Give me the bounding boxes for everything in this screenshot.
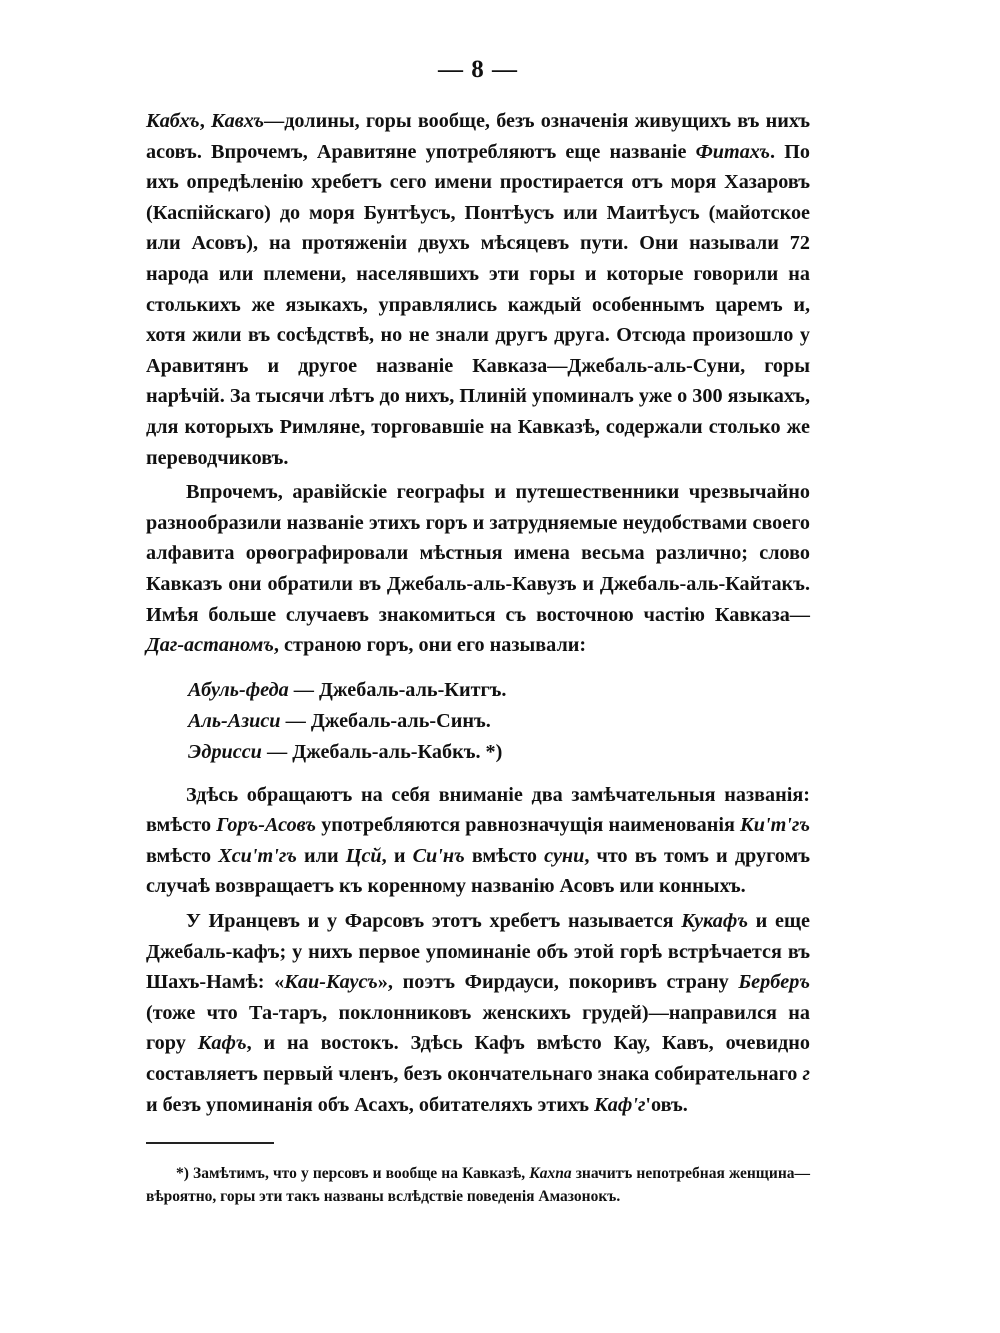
list-item — [188, 706, 810, 737]
footnote — [146, 1162, 810, 1208]
body-text-top — [146, 106, 810, 661]
italic-term: Цсй — [345, 844, 382, 867]
italic-term: Ки'т'гъ — [740, 814, 810, 837]
text-run: », поэтъ Фирдауси, покоривъ страну — [377, 971, 739, 994]
italic-term: суни — [544, 844, 585, 867]
text-run: У Иранцевъ и у Фарсовъ этотъ хребетъ называется — [186, 910, 682, 933]
text-run: Впрочемъ, аравійскіе географы и путешественники чрезвычайно разнообразили названіе этихъ горъ и затрудняемые неудобствами своего алфавита орѳографировали мѣстныя имена весьма различно; слово Кавказъ они обратили въ Джебаль-аль-Кавузъ и Джебаль-аль-Кайтакъ. Имѣя больше случаевъ знакомиться съ восточною частію Кавказа— — [146, 481, 810, 626]
document-page — [146, 56, 810, 1224]
mountain-name: — Джебаль-аль-Китгъ. — [288, 678, 507, 701]
text-run: *) Замѣтимъ, что у персовъ и вообще на Кавказѣ, — [176, 1165, 530, 1183]
italic-term: Берберъ — [738, 971, 810, 994]
italic-term: Хси'т'гъ — [218, 844, 297, 867]
text-run: (тоже что Та-таръ, поклонниковъ женскихъ грудей)—направился на гору — [146, 1001, 810, 1055]
paragraph — [146, 906, 810, 1120]
italic-term: Фитахъ — [695, 140, 771, 163]
footnote-divider — [146, 1142, 274, 1144]
italic-term: Кахпа — [529, 1165, 572, 1183]
text-run: Здѣсь обращаютъ на себя вниманіе два замѣчательныя названія: вмѣсто — [146, 783, 810, 837]
text-run: или — [296, 844, 346, 867]
text-run: . По ихъ опредѣленію хребетъ сего имени простирается отъ моря Хазаровъ (Каспійскаго) до моря Бунтѣусъ, Понтѣусъ или Маитѣусъ (майотское или Асовъ), на протяженіи двухъ мѣсяцевъ пути. Они называли 72 народа или племени, населявшихъ эти горы и которые говорили на столькихъ же языкахъ, управлялись каждый особеннымъ царемъ и, хотя жили въ сосѣдствѣ, но не знали другъ друга. Отсюда произошло у Аравитянъ и другое названіе Кавказа—Джебаль-аль-Суни, горы нарѣчій. За тысячи лѣтъ до нихъ, Плиній упоминалъ уже о 300 языкахъ, для которыхъ Римляне, торговавшіе на Кавказѣ, содержали столько же переводчиковъ. — [146, 140, 810, 469]
list-item — [188, 737, 810, 768]
italic-term: Си'нъ — [412, 844, 465, 867]
paragraph — [146, 780, 810, 902]
paragraph — [146, 477, 810, 661]
mountain-name: — Джебаль-аль-Кабкъ. *) — [261, 740, 503, 763]
italic-term: Кафъ — [197, 1032, 247, 1055]
geographer-name: Аль-Азиси — [188, 709, 281, 732]
italic-term: Кавхъ — [210, 110, 265, 132]
text-run: , страною горъ, они его называли: — [273, 634, 587, 657]
geographer-name: Эдрисси — [188, 740, 262, 763]
text-run: 'овъ. — [645, 1093, 688, 1116]
text-run: вмѣсто — [464, 844, 545, 867]
text-run: , и на востокъ. Здѣсь Кафъ вмѣсто Кау, Кавъ, очевидно составляетъ первый членъ, безъ окончательнаго знака собирательнаго — [146, 1032, 810, 1086]
geographer-name: Абуль-феда — [188, 678, 289, 701]
text-run: —долины, горы вообще, безъ означенія живущихъ въ нихъ асовъ. Впрочемъ, Аравитяне употребляютъ еще названіе — [146, 110, 811, 163]
text-run: , что въ томъ и другомъ случаѣ возвращаетъ къ коренному названію Асовъ или конныхъ. — [146, 844, 810, 898]
text-run: и еще Джебаль-кафъ; у нихъ первое упоминаніе объ этой горѣ встрѣчается въ Шахъ-Намѣ: « — [146, 910, 810, 994]
names-list — [188, 675, 810, 768]
body-text-bottom — [146, 780, 810, 1121]
italic-term: Каи-Каусъ — [284, 971, 378, 994]
mountain-name: — Джебаль-аль-Синъ. — [280, 709, 491, 732]
italic-term: г — [802, 1063, 810, 1086]
text-run: значитъ непотребная женщина—вѣроятно, горы эти такъ названы вслѣдствіе поведенія Амазонокъ. — [146, 1165, 810, 1206]
text-run: вмѣсто — [146, 844, 219, 867]
text-run: , — [199, 110, 211, 132]
italic-term: Каф'г — [594, 1093, 646, 1116]
italic-term: Горъ-Асовъ — [216, 814, 317, 837]
text-run: и безъ упоминанія объ Асахъ, обитателяхъ этихъ — [146, 1093, 595, 1116]
list-item — [188, 675, 810, 706]
italic-term: Кукафъ — [681, 910, 748, 933]
text-run: , и — [381, 844, 413, 867]
italic-term: Даг-астаномъ — [146, 634, 274, 657]
italic-term: Кабхъ — [146, 110, 200, 132]
text-run: употребляются равнозначущія наименованія — [316, 814, 741, 837]
page-number: — 8 — — [438, 56, 518, 83]
paragraph — [146, 106, 810, 473]
